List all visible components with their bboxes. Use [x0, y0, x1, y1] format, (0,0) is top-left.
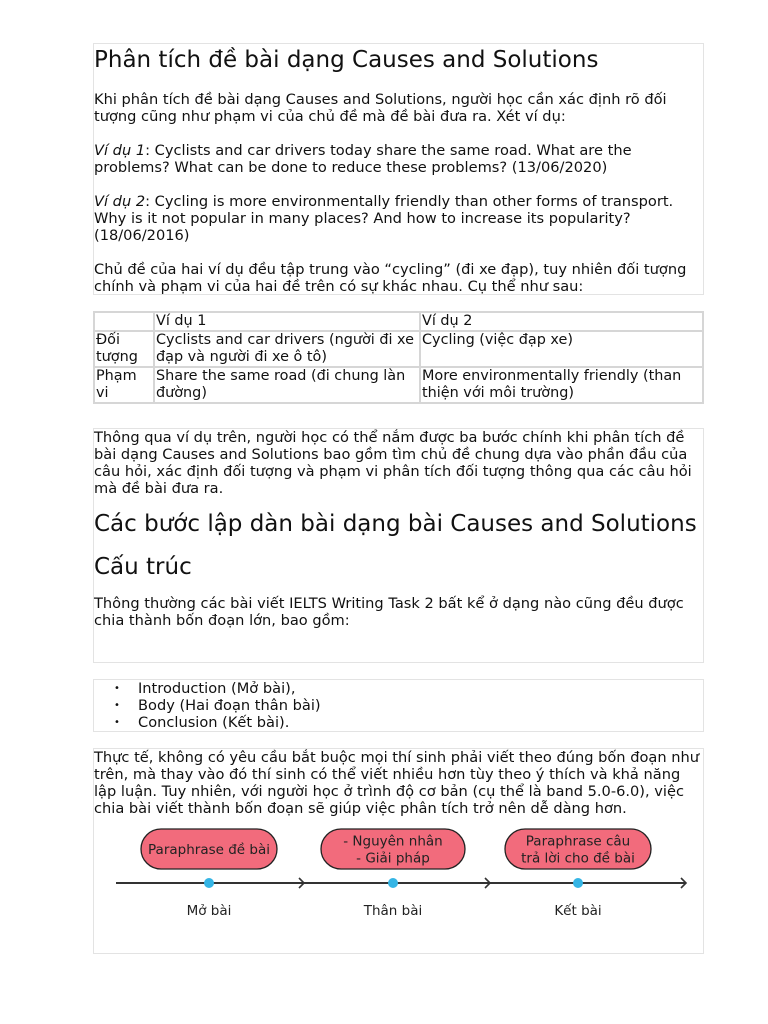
table-cell: Share the same road (đi chung làn đường) [154, 367, 420, 403]
bubble-text: trả lời cho đề bài [521, 850, 635, 867]
structure-diagram [94, 825, 703, 935]
timeline-dot [204, 878, 214, 888]
table-header-cell [94, 312, 154, 331]
page-title: Phân tích đề bài dạng Causes and Solutions [94, 47, 599, 73]
section-heading: Các bước lập dàn bài dạng bài Causes and Solutions [94, 511, 697, 537]
steps-section [93, 428, 704, 663]
table-row [94, 367, 703, 403]
example-1 [94, 142, 703, 176]
parts-list-block [93, 679, 704, 732]
bubble-text: Paraphrase câu [525, 833, 631, 850]
table-cell: Cyclists and car drivers (người đi xe đạp và người đi xe ô tô) [154, 331, 420, 367]
example-2-label: Ví dụ 2 [94, 193, 146, 210]
example-1-text: : Cyclists and car drivers today share the same road. What are the problems? What can be done to reduce these problems? (13/06/2020) [94, 142, 632, 176]
sub-heading: Cấu trúc [94, 554, 192, 580]
closing-section [93, 748, 704, 954]
bubble-text: - Nguyên nhân [343, 833, 443, 850]
example-2 [94, 193, 703, 244]
intro-paragraph: Khi phân tích đề bài dạng Causes and Solutions, người học cần xác định rõ đối tượng cũng như phạm vi của chủ đề mà đề bài đưa ra. Xét ví dụ: [94, 91, 667, 125]
table-header-cell: Ví dụ 1 [154, 312, 420, 331]
timeline-dot [388, 878, 398, 888]
closing-paragraph: Thực tế, không có yêu cầu bắt buộc mọi thí sinh phải viết theo đúng bốn đoạn như trên, mà thay vào đó thí sinh có thể viết nhiều hơn tùy theo ý thích và khả năng lập luận. Tuy nhiên, với người học ở trình độ cơ bản (cụ thể là band 5.0-6.0), việc chia bài viết thành bốn đoạn sẽ giúp việc phân tích trở nên dễ dàng hơn. [94, 749, 699, 817]
table-cell: More environmentally friendly (than thiện với môi trường) [420, 367, 703, 403]
table-cell: Đối tượng [94, 331, 154, 367]
example-1-label: Ví dụ 1 [94, 142, 146, 159]
stage-label: Kết bài [554, 903, 602, 919]
table-row [94, 331, 703, 367]
list-item: • Conclusion (Kết bài). [138, 714, 703, 731]
structure-paragraph: Thông thường các bài viết IELTS Writing Task 2 bất kể ở dạng nào cũng đều được chia thành bốn đoạn lớn, bao gồm: [94, 595, 684, 629]
bubble-text: - Giải pháp [356, 850, 430, 867]
comparison-intro: Chủ đề của hai ví dụ đều tập trung vào “cycling” (đi xe đạp), tuy nhiên đối tượng chính và phạm vi của hai đề trên có sự khác nhau. Cụ thể như sau: [94, 261, 687, 295]
comparison-table [93, 311, 704, 404]
table-cell: Cycling (việc đạp xe) [420, 331, 703, 367]
stage-label: Mở bài [186, 903, 232, 919]
bubble-text: Paraphrase đề bài [148, 842, 270, 858]
intro-section [93, 43, 704, 295]
table-header-row [94, 312, 703, 331]
table-cell: Phạm vi [94, 367, 154, 403]
table-header-cell: Ví dụ 2 [420, 312, 703, 331]
stage-label: Thân bài [363, 903, 423, 919]
timeline-dot [573, 878, 583, 888]
example-2-text: : Cycling is more environmentally friendly than other forms of transport. Why is it not popular in many places? And how to increase its popularity? (18/06/2016) [94, 193, 674, 244]
list-item: • Body (Hai đoạn thân bài) [138, 697, 703, 714]
parts-list [94, 680, 703, 731]
list-item: • Introduction (Mở bài), [138, 680, 703, 697]
summary-paragraph: Thông qua ví dụ trên, người học có thể nắm được ba bước chính khi phân tích đề bài dạng Causes and Solutions bao gồm tìm chủ đề chung dựa vào phần đầu của câu hỏi, xác định đối tượng và phạm vi phân tích đối tượng thông qua các câu hỏi mà đề bài đưa ra. [94, 429, 692, 497]
